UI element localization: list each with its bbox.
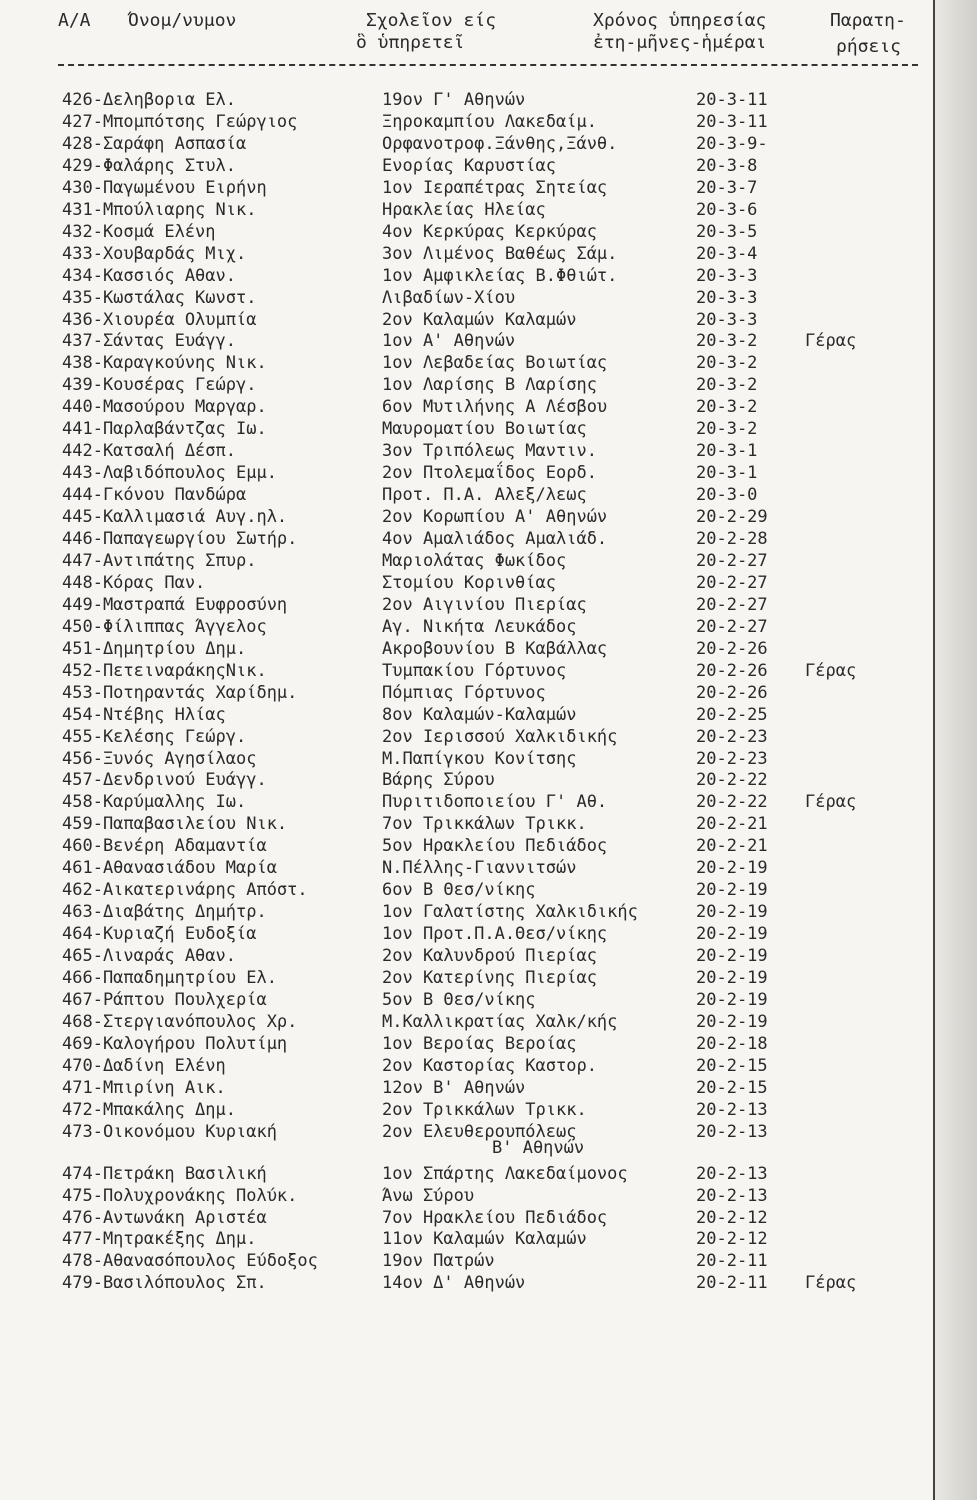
cell-time: 20-2-19 [696,902,768,923]
cell-name: 429-Φαλάρης Στυλ. [62,155,236,176]
cell-school: 3ον Λιμένος Βαθέως Σάμ. [382,243,618,264]
cell-name: 464-Κυριαζή Ευδοξία [62,924,257,945]
cell-name: 474-Πετράκη Βασιλική [62,1163,267,1184]
cell-time: 20-3-11 [696,90,768,110]
cell-school: Βάρης Σύρου [382,770,495,791]
cell-school: Ν.Πέλλης-Γιαννιτσών [382,858,577,879]
table-row [0,178,900,199]
cell-time: 20-3-2 [696,419,758,440]
table-row [0,551,900,572]
cell-time: 20-2-19 [696,880,768,901]
cell-name: 462-Αικατερινάρης Απόστ. [62,880,308,901]
cell-name: 466-Παπαδημητρίου Ελ. [62,968,277,988]
table-row [0,200,900,221]
table-row [0,770,900,791]
cell-name: 446-Παπαγεωργίου Σωτήρ. [62,529,298,549]
cell-time: 20-2-13 [696,1099,768,1120]
cell-time: 20-3-5 [696,221,758,242]
table-row [0,1229,900,1250]
cell-school: 2ον Ελευθερουπόλεως [382,1121,577,1142]
cell-school: 2ον Καλυνδρού Πιερίας [382,946,597,967]
cell-name: 470-Δαδίνη Ελένη [62,1055,226,1076]
cell-name: 457-Δενδρινού Ευάγγ. [62,770,267,791]
cell-name: 463-Διαβάτης Δημήτρ. [62,902,267,923]
cell-school: Μ.Καλλικρατίας Χαλκ/κής [382,1011,618,1032]
header-notes-line1: Παρατη- [830,10,906,31]
cell-school: 5ον Ηρακλείου Πεδιάδος [382,836,608,857]
cell-time: 20-3-2 [696,375,758,396]
cell-name: 435-Κωστάλας Κωνστ. [62,287,257,308]
table-row [0,1251,900,1272]
cell-name: 427-Μπομπότσης Γεώργιος [62,111,298,132]
cell-name: 472-Μπακάλης Δημ. [62,1099,236,1120]
cell-name: 465-Λιναράς Αθαν. [62,946,236,967]
table-row [0,946,900,967]
cell-name: 432-Κοσμά Ελένη [62,221,216,242]
cell-name: 478-Αθανασόπουλος Εύδοξος [62,1251,318,1272]
cell-name: 440-Μασούρου Μαργαρ. [62,397,267,418]
cell-name: 460-Βενέρη Αδαμαντία [62,836,267,857]
cell-name: 452-ΠετειναράκηςΝικ. [62,660,267,681]
cell-time: 20-2-26 [696,660,768,681]
cell-school: 7ον Ηρακλείου Πεδιάδος [382,1207,608,1228]
cell-note: Γέρας [805,792,857,813]
cell-school: 1ον Αμφικλείας Β.Φθιώτ. [382,265,618,286]
cell-time: 20-3-7 [696,177,758,198]
cell-time: 20-2-27 [696,594,768,615]
cell-time: 20-2-19 [696,968,768,988]
cell-name: 431-Μπούλιαρης Νικ. [62,199,257,220]
cell-name: 475-Πολυχρονάκης Πολύκ. [62,1185,298,1206]
table-row [0,683,900,704]
cell-name: 434-Κασσιός Αθαν. [62,265,236,286]
cell-time: 20-2-12 [696,1207,768,1228]
page-edge-shadow [935,0,977,1500]
table-row [0,902,900,923]
cell-name: 468-Στεργιανόπουλος Χρ. [62,1011,298,1032]
header-notes-line2: ρήσεις [836,36,902,57]
cell-school: 14ον Δ' Αθηνών [382,1273,526,1294]
table-row [0,1122,900,1143]
table-row [0,1078,900,1099]
cell-time: 20-3-1 [696,441,758,462]
cell-school: 1ον Α' Αθηνών [382,331,516,352]
cell-name: 450-Φίλιππας Άγγελος [62,616,267,637]
cell-time: 20-2-22 [696,792,768,813]
cell-school: 2ον Αιγινίου Πιερίας [382,594,587,615]
cell-name: 471-Μπιρίνη Αικ. [62,1077,226,1098]
cell-time: 20-2-27 [696,616,768,637]
table-row [0,1273,900,1294]
cell-name: 451-Δημητρίου Δημ. [62,638,247,659]
cell-time: 20-2-13 [696,1185,768,1206]
cell-name: 453-Ποτηραντάς Χαρίδημ. [62,682,298,703]
cell-time: 20-2-29 [696,507,768,528]
cell-name: 441-Παρλαβάντζας Ιω. [62,419,267,440]
cell-school: 1ον Λεβαδείας Βοιωτίας [382,353,608,374]
cell-time: 20-2-15 [696,1055,768,1076]
table-row [0,573,900,594]
table-row [0,353,900,374]
table-row [0,1056,900,1077]
cell-time: 20-3-4 [696,243,758,264]
cell-name: 467-Ράπτου Πουλχερία [62,989,267,1010]
cell-time: 20-2-13 [696,1163,768,1184]
table-row [0,705,900,726]
table-row [0,134,900,155]
cell-time: 20-3-8 [696,155,758,176]
table-row [0,727,900,748]
cell-school: 2ον Τρικκάλων Τρικκ. [382,1099,587,1120]
cell-school: 5ον Β Θεσ/νίκης [382,989,536,1010]
table-row [0,814,900,835]
cell-time: 20-2-25 [696,704,768,725]
cell-name: 447-Αντιπάτης Σπυρ. [62,550,257,571]
cell-name: 445-Καλλιμασιά Αυγ.ηλ. [62,507,288,528]
page-edge-line [933,0,935,1500]
cell-school: Λιβαδίων-Χίου [382,287,516,308]
cell-name: 479-Βασιλόπουλος Σπ. [62,1273,267,1294]
continuation-subline: Β' Αθηνών [492,1138,585,1158]
table-row [0,244,900,265]
cell-time: 20-3-6 [696,199,758,220]
cell-school: 2ον Πτολεμαΐδος Εορδ. [382,463,597,484]
cell-time: 20-2-19 [696,946,768,967]
cell-time: 20-2-19 [696,924,768,945]
table-row [0,639,900,660]
cell-name: 455-Κελέσης Γεώργ. [62,726,247,747]
table-row [0,749,900,770]
table-row [0,1208,900,1229]
table-row [0,507,900,528]
cell-name: 433-Χουβαρδάς Μιχ. [62,243,247,264]
cell-school: 1ον Ιεραπέτρας Σητείας [382,177,608,198]
cell-school: Ακροβουνίου Β Καβάλλας [382,638,608,659]
cell-time: 20-3-0 [696,485,758,506]
cell-school: 1ον Γαλατίστης Χαλκιδικής [382,902,638,923]
table-row [0,463,900,484]
cell-school: Ενορίας Καρυστίας [382,155,556,176]
header-school-line2: ὃ ὑπηρετεῖ [356,32,465,53]
cell-school: 2ον Κορωπίου Α' Αθηνών [382,507,608,528]
cell-school: Μαριολάτας Φωκίδος [382,550,567,571]
cell-school: Ηρακλείας Ηλείας [382,199,546,220]
cell-school: 2ον Κατερίνης Πιερίας [382,968,597,988]
cell-time: 20-2-21 [696,836,768,857]
cell-time: 20-3-3 [696,287,758,308]
cell-name: 476-Αντωνάκη Αριστέα [62,1207,267,1228]
cell-name: 459-Παπαβασιλείου Νικ. [62,814,288,835]
cell-name: 456-Ξυνός Αγησίλαος [62,748,257,769]
table-row [0,792,900,813]
cell-school: Προτ. Π.Α. Αλεξ/λεως [382,485,587,506]
cell-school: Μ.Παπίγκου Κονίτσης [382,748,577,769]
cell-time: 20-2-19 [696,1011,768,1032]
cell-school: Τυμπακίου Γόρτυνος [382,660,567,681]
table-row [0,310,900,331]
table-row [0,1186,900,1207]
cell-school: 6ον Μυτιλήνης Α Λέσβου [382,397,608,418]
table-row [0,1164,900,1185]
header-aa: Α/Α [58,10,91,31]
cell-school: 1ον Σπάρτης Λακεδαίμονος [382,1163,628,1184]
cell-time: 20-2-15 [696,1077,768,1098]
table-row [0,858,900,879]
table-row [0,485,900,506]
cell-name: 436-Χιουρέα Ολυμπία [62,309,257,330]
table-row [0,924,900,945]
cell-school: 1ον Βεροίας Βεροίας [382,1033,577,1054]
cell-name: 469-Καλογήρου Πολυτίμη [62,1033,288,1054]
cell-time: 20-2-23 [696,726,768,747]
cell-name: 444-Γκόνου Πανδώρα [62,485,247,506]
cell-school: Μαυροματίου Βοιωτίας [382,419,587,440]
cell-time: 20-2-22 [696,770,768,791]
cell-school: Αγ. Νικήτα Λευκάδος [382,616,577,637]
cell-time: 20-2-21 [696,814,768,835]
header-time-line2: ἐτη-μῆνες-ἡμέραι [593,32,767,53]
table-row [0,595,900,616]
table-row [0,419,900,440]
cell-time: 20-2-19 [696,858,768,879]
table-row [0,661,900,682]
table-row [0,1034,900,1055]
table-row [0,375,900,396]
cell-school: 4ον Αμαλιάδος Αμαλιάδ. [382,529,608,549]
cell-school: Ξηροκαμπίου Λακεδαίμ. [382,111,597,132]
cell-school: 4ον Κερκύρας Κερκύρας [382,221,597,242]
cell-time: 20-2-27 [696,550,768,571]
cell-name: 458-Καρύμαλλης Ιω. [62,792,247,813]
table-row [0,990,900,1011]
cell-name: 449-Μαστραπά Ευφροσύνη [62,594,288,615]
cell-name: 438-Καραγκούνης Νικ. [62,353,267,374]
cell-note: Γέρας [805,660,857,681]
cell-school: 6ον Β Θεσ/νίκης [382,880,536,901]
cell-school: 19ον Πατρών [382,1251,495,1272]
cell-school: 3ον Τριπόλεως Μαντιν. [382,441,597,462]
cell-time: 20-3-2 [696,353,758,374]
cell-name: 437-Σάντας Ευάγγ. [62,331,236,352]
table-row [0,156,900,177]
table-header [58,8,938,66]
cell-time: 20-2-28 [696,529,768,549]
cell-school: Πυριτιδοποιείου Γ' Αθ. [382,792,608,813]
cell-school: 1ον Λαρίσης Β Λαρίσης [382,375,597,396]
cell-time: 20-2-27 [696,572,768,593]
header-time-line1: Χρόνος ὑπηρεσίας [593,10,767,31]
cell-school: 2ον Καλαμών Καλαμών [382,309,577,330]
cell-time: 20-2-11 [696,1251,768,1272]
header-school-line1: Σχολεῖον είς [366,10,497,31]
table-row [0,112,900,133]
header-name: Όνομ/νυμον [128,10,237,31]
table-row [0,397,900,418]
cell-name: 428-Σαράφη Ασπασία [62,133,247,154]
cell-time: 20-3-2 [696,397,758,418]
cell-note: Γέρας [805,331,857,352]
cell-school: Πόμπιας Γόρτυνος [382,682,546,703]
cell-school: 11ον Καλαμών Καλαμών [382,1229,587,1250]
cell-name: 426-Δεληβορια Ελ. [62,90,236,110]
cell-school: 7ον Τρικκάλων Τρικκ. [382,814,587,835]
table-row [0,1100,900,1121]
cell-time: 20-3-2 [696,331,758,352]
table-row [0,1012,900,1033]
cell-time: 20-2-26 [696,682,768,703]
cell-note: Γέρας [805,1273,857,1294]
cell-name: 442-Κατσαλή Δέσπ. [62,441,236,462]
table-row [0,617,900,638]
table-row [0,90,900,111]
table-row [0,441,900,462]
cell-time: 20-3-11 [696,111,768,132]
cell-name: 430-Παγωμένου Ειρήνη [62,177,267,198]
cell-school: 2ον Ιερισσού Χαλκιδικής [382,726,618,747]
table-row [0,222,900,243]
cell-school: 8ον Καλαμών-Καλαμών [382,704,577,725]
table-row [0,288,900,309]
cell-school: Άνω Σύρου [382,1185,475,1206]
cell-time: 20-2-26 [696,638,768,659]
table-row [0,331,900,352]
table-row [0,880,900,901]
cell-school: 12ον Β' Αθηνών [382,1077,526,1098]
cell-school: Στομίου Κορινθίας [382,572,556,593]
table-row [0,968,900,989]
cell-name: 477-Μητρακέξης Δημ. [62,1229,257,1250]
cell-name: 443-Λαβιδόπουλος Εμμ. [62,463,277,484]
cell-time: 20-2-23 [696,748,768,769]
cell-school: 1ον Προτ.Π.Α.Θεσ/νίκης [382,924,608,945]
cell-school: 2ον Καστορίας Καστορ. [382,1055,597,1076]
cell-time: 20-3-3 [696,309,758,330]
cell-name: 439-Κουσέρας Γεώργ. [62,375,257,396]
cell-name: 454-Ντέβης Ηλίας [62,704,226,725]
cell-name: 448-Κόρας Παν. [62,572,206,593]
cell-time: 20-3-9- [696,133,768,154]
table-row [0,266,900,287]
cell-time: 20-2-19 [696,989,768,1010]
table-row [0,529,900,550]
cell-name: 473-Οικονόμου Κυριακή [62,1121,277,1142]
cell-time: 20-2-12 [696,1229,768,1250]
cell-school: Ορφανοτροφ.Ξάνθης,Ξάνθ. [382,133,618,154]
cell-time: 20-2-13 [696,1121,768,1142]
cell-name: 461-Αθανασιάδου Μαρία [62,858,277,879]
cell-school: 19ον Γ' Αθηνών [382,90,526,110]
header-rule [58,64,918,68]
cell-time: 20-2-11 [696,1273,768,1294]
cell-time: 20-3-1 [696,463,758,484]
table-row [0,836,900,857]
cell-time: 20-3-3 [696,265,758,286]
cell-time: 20-2-18 [696,1033,768,1054]
